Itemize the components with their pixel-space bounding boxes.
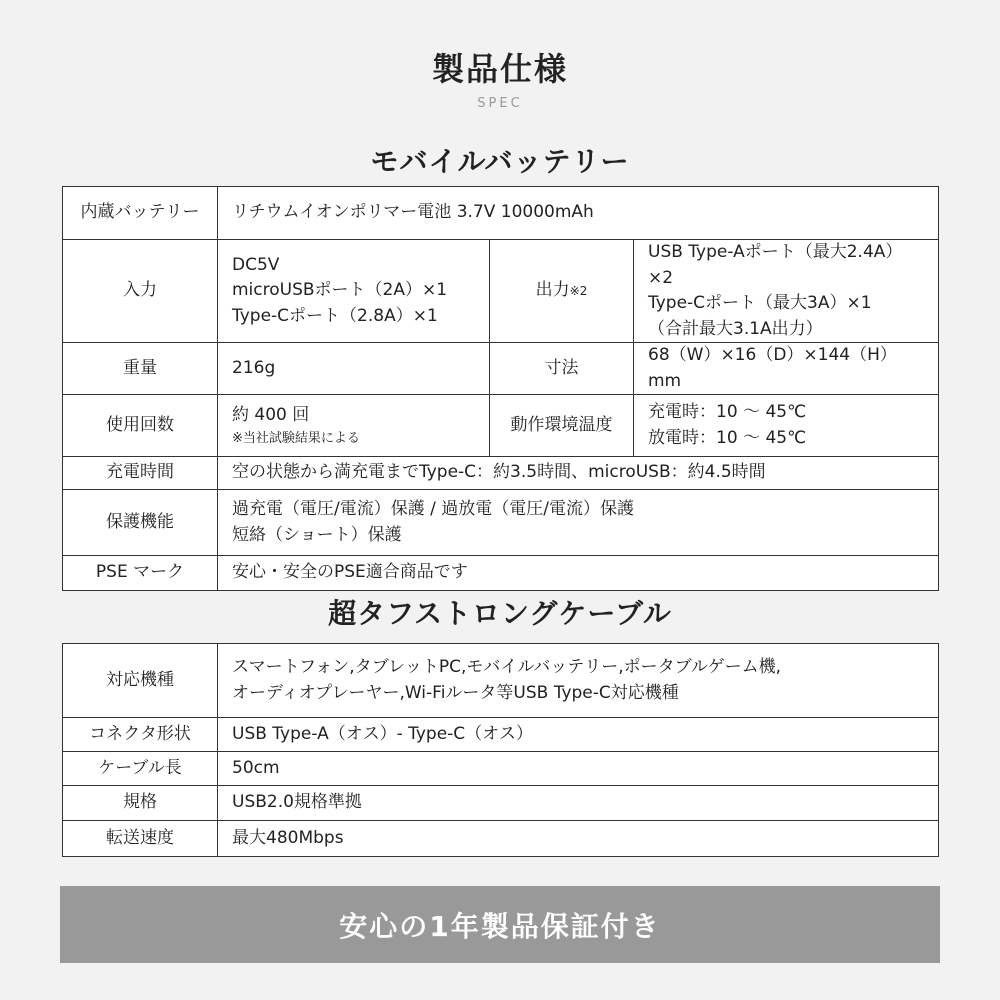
temperature-line: 充電時：10 ～ 45℃	[648, 402, 807, 422]
input-line: DC5V	[232, 254, 280, 275]
input-line: Type-Cポート（2.8A）×1	[232, 305, 438, 326]
warranty-text: 安心の1年製品保証付き	[339, 909, 661, 943]
pse-label: PSE マーク	[63, 556, 218, 591]
table-row	[63, 395, 939, 457]
output-note: ※2	[569, 284, 588, 299]
page-title: 製品仕様	[431, 50, 568, 88]
cable-spec-table	[62, 643, 939, 857]
dimensions-label: 寸法	[490, 343, 634, 395]
pse-value: 安心・安全のPSE適合商品です	[218, 556, 939, 591]
compatible-line: オーディオプレーヤー,Wi-Fiルータ等USB Type-C対応機種	[232, 682, 679, 703]
output-line: Type-Cポート（最大3A）×1	[648, 293, 872, 313]
length-value: 50cm	[218, 752, 939, 786]
compatible-value	[218, 644, 939, 718]
connector-value: USB Type-A（オス）- Type-C（オス）	[218, 718, 939, 752]
output-label	[490, 240, 634, 343]
table-row	[63, 187, 939, 240]
cycles-label: 使用回数	[63, 395, 218, 457]
compatible-label: 対応機種	[63, 644, 218, 718]
output-value	[634, 240, 939, 343]
dimensions-value: 68（W）×16（D）×144（H）mm	[634, 343, 939, 395]
input-line: microUSBポート（2A）×1	[232, 280, 448, 301]
weight-value: 216g	[218, 343, 490, 395]
page-subtitle: SPEC	[477, 96, 523, 111]
internal-battery-value: リチウムイオンポリマー電池 3.7V 10000mAh	[218, 187, 939, 240]
internal-battery-label: 内蔵バッテリー	[63, 187, 218, 240]
charge-time-value: 空の状態から満充電までType-C：約3.5時間、microUSB：約4.5時間	[218, 457, 939, 490]
cycles-count: 約 400 回	[232, 405, 310, 425]
compatible-line: スマートフォン,タブレットPC,モバイルバッテリー,ポータブルゲーム機,	[232, 657, 781, 677]
table-row	[63, 644, 939, 718]
temperature-label: 動作環境温度	[490, 395, 634, 457]
input-label: 入力	[63, 240, 218, 343]
table-row	[63, 343, 939, 395]
warranty-banner	[60, 886, 940, 963]
protection-line: 過充電（電圧/電流）保護 / 過放電（電圧/電流）保護	[232, 499, 634, 519]
standard-label: 規格	[63, 786, 218, 821]
charge-time-label: 充電時間	[63, 457, 218, 490]
table-row	[63, 556, 939, 591]
table-row	[63, 718, 939, 752]
transfer-label: 転送速度	[63, 821, 218, 857]
cycles-note: ※当社試験結果による	[232, 430, 360, 446]
protection-line: 短絡（ショート）保護	[232, 524, 402, 545]
table-row	[63, 821, 939, 857]
protection-value	[218, 490, 939, 556]
length-label: ケーブル長	[63, 752, 218, 786]
protection-label: 保護機能	[63, 490, 218, 556]
connector-label: コネクタ形状	[63, 718, 218, 752]
weight-label: 重量	[63, 343, 218, 395]
table-row	[63, 752, 939, 786]
table-row	[63, 786, 939, 821]
temperature-line: 放電時：10 ～ 45℃	[648, 427, 807, 448]
output-line: （合計最大3.1A出力）	[648, 318, 823, 339]
cable-heading: 超タフストロングケーブル	[328, 597, 672, 630]
temperature-value	[634, 395, 939, 457]
table-row	[63, 457, 939, 490]
table-row	[63, 240, 939, 343]
table-row	[63, 490, 939, 556]
output-label-text: 出力	[535, 280, 570, 301]
transfer-value: 最大480Mbps	[218, 821, 939, 857]
battery-heading: モバイルバッテリー	[370, 145, 630, 178]
standard-value: USB2.0規格準拠	[218, 786, 939, 821]
cycles-value	[218, 395, 490, 457]
battery-spec-table	[62, 186, 939, 591]
input-value	[218, 240, 490, 343]
output-line: USB Type-Aポート（最大2.4A）×2	[648, 242, 903, 288]
